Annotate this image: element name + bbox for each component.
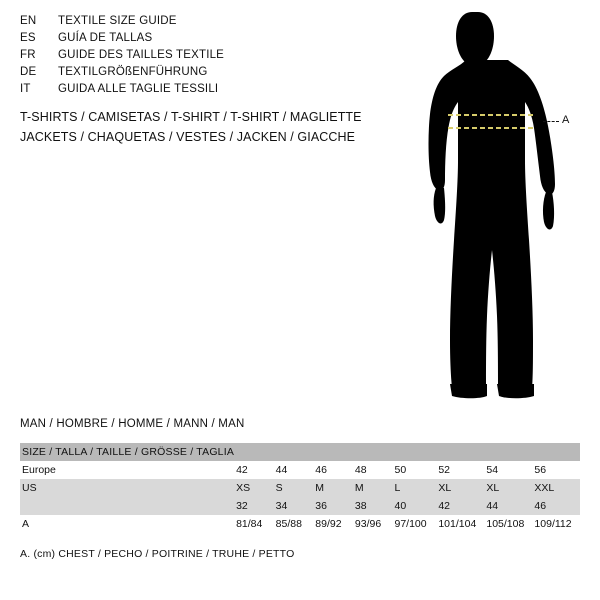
cell: XL bbox=[484, 479, 532, 497]
measure-leader-line bbox=[543, 121, 559, 123]
language-text: TEXTILE SIZE GUIDE bbox=[58, 15, 177, 27]
category-line-tshirts: T-SHIRTS / CAMISETAS / T-SHIRT / T-SHIRT / MAGLIETTE bbox=[20, 110, 362, 124]
row-label bbox=[20, 497, 234, 515]
table-row bbox=[20, 515, 580, 533]
cell: 46 bbox=[532, 497, 580, 515]
language-row bbox=[20, 49, 370, 66]
language-list bbox=[20, 15, 370, 100]
table-row bbox=[20, 479, 580, 497]
cell: 85/88 bbox=[274, 515, 314, 533]
cell: 44 bbox=[274, 461, 314, 479]
cell: 97/100 bbox=[393, 515, 437, 533]
row-label: US bbox=[20, 479, 234, 497]
language-code: EN bbox=[20, 15, 37, 27]
cell: 105/108 bbox=[484, 515, 532, 533]
male-silhouette-figure bbox=[400, 10, 590, 400]
cell: 36 bbox=[313, 497, 353, 515]
language-text: GUIDA ALLE TAGLIE TESSILI bbox=[58, 83, 219, 95]
category-list bbox=[20, 110, 420, 150]
language-code: FR bbox=[20, 49, 36, 61]
cell: M bbox=[353, 479, 393, 497]
cell: 46 bbox=[313, 461, 353, 479]
cell: 32 bbox=[234, 497, 274, 515]
language-row bbox=[20, 32, 370, 49]
cell: 48 bbox=[353, 461, 393, 479]
cell: 101/104 bbox=[436, 515, 484, 533]
cell: 81/84 bbox=[234, 515, 274, 533]
table-footnote: A. (cm) CHEST / PECHO / POITRINE / TRUHE / PETTO bbox=[20, 548, 295, 560]
silhouette-icon bbox=[400, 10, 590, 400]
table-row bbox=[20, 461, 580, 479]
cell: XL bbox=[436, 479, 484, 497]
row-label: Europe bbox=[20, 461, 234, 479]
language-text: GUIDE DES TAILLES TEXTILE bbox=[58, 49, 225, 61]
cell: 34 bbox=[274, 497, 314, 515]
table-row bbox=[20, 497, 580, 515]
table-title: MAN / HOMBRE / HOMME / MANN / MAN bbox=[20, 418, 245, 430]
cell: 40 bbox=[393, 497, 437, 515]
cell: 52 bbox=[436, 461, 484, 479]
cell: 109/112 bbox=[532, 515, 580, 533]
language-row bbox=[20, 15, 370, 32]
cell: S bbox=[274, 479, 314, 497]
table-header-row bbox=[20, 443, 580, 461]
row-label: A bbox=[20, 515, 234, 533]
language-row bbox=[20, 83, 370, 100]
cell: M bbox=[313, 479, 353, 497]
cell: XXL bbox=[532, 479, 580, 497]
cell: 44 bbox=[484, 497, 532, 515]
language-code: ES bbox=[20, 32, 36, 44]
cell: 50 bbox=[393, 461, 437, 479]
cell: 89/92 bbox=[313, 515, 353, 533]
category-line-jackets: JACKETS / CHAQUETAS / VESTES / JACKEN / GIACCHE bbox=[20, 130, 356, 144]
cell: 93/96 bbox=[353, 515, 393, 533]
cell: 42 bbox=[436, 497, 484, 515]
cell: 38 bbox=[353, 497, 393, 515]
language-code: DE bbox=[20, 66, 37, 78]
cell: XS bbox=[234, 479, 274, 497]
cell: 54 bbox=[484, 461, 532, 479]
language-code: IT bbox=[20, 83, 31, 95]
cell: 42 bbox=[234, 461, 274, 479]
cell: L bbox=[393, 479, 437, 497]
language-text: TEXTILGRÖßENFÜHRUNG bbox=[58, 66, 208, 78]
measure-label-a: A bbox=[562, 114, 570, 126]
language-row bbox=[20, 66, 370, 83]
size-table bbox=[20, 443, 580, 533]
cell: 56 bbox=[532, 461, 580, 479]
language-text: GUÍA DE TALLAS bbox=[58, 32, 153, 44]
table-header-label: SIZE / TALLA / TAILLE / GRÖSSE / TAGLIA bbox=[20, 443, 234, 461]
